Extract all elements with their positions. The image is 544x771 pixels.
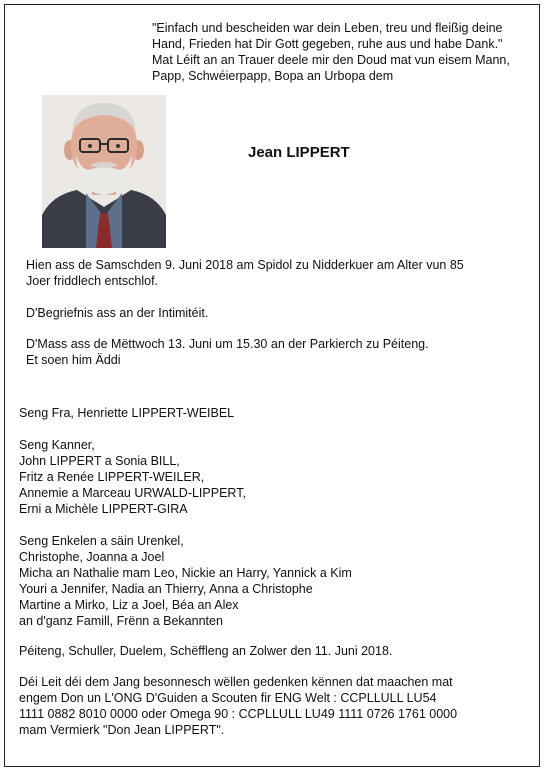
- children-line: John LIPPERT a Sonia BILL,: [19, 454, 180, 468]
- wife-paragraph: [19, 405, 529, 421]
- grandchildren-line: Seng Enkelen a säin Urenkel,: [19, 534, 184, 548]
- donation-line: Déi Leit déi dem Jang besonnesch wëllen gedenken kënnen dat maachen mat: [19, 675, 453, 689]
- donation-line: engem Don un L'ONG D'Guiden a Scouten fir ENG Welt : CCPLLULL LU54: [19, 691, 437, 705]
- funeral-line: D'Begriefnis ass an der Intimitéit.: [26, 306, 209, 320]
- grandchildren-list: [19, 533, 529, 629]
- grandchildren-line: Martine a Mirko, Liz a Joel, Béa an Alex: [19, 598, 239, 612]
- wife-line: Seng Fra, Henriette LIPPERT-WEIBEL: [19, 406, 235, 420]
- place-date-paragraph: [19, 643, 529, 659]
- portrait-photo: [42, 95, 166, 248]
- grandchildren-line: an d'ganz Famill, Frënn a Bekannten: [19, 614, 223, 628]
- quote-line: "Einfach und bescheiden war dein Leben, treu und fleißig deine: [152, 21, 503, 35]
- grandchildren-line: Youri a Jennifer, Nadia an Thierry, Anna a Christophe: [19, 582, 313, 596]
- children-line: Seng Kanner,: [19, 438, 95, 452]
- grandchildren-line: Christophe, Joanna a Joel: [19, 550, 165, 564]
- grandchildren-line: Micha an Nathalie mam Leo, Nickie an Harry, Yannick a Kim: [19, 566, 352, 580]
- donation-line: mam Vermierk "Don Jean LIPPERT".: [19, 723, 225, 737]
- children-line: Fritz a Renée LIPPERT-WEILER,: [19, 470, 205, 484]
- children-line: Erni a Michèle LIPPERT-GIRA: [19, 502, 188, 516]
- portrait-illustration: [42, 95, 166, 248]
- announcement-line: Joer friddlech entschlof.: [26, 274, 159, 288]
- mass-line: D'Mass ass de Mëttwoch 13. Juni um 15.30 an der Parkierch zu Péiteng.: [26, 337, 429, 351]
- mass-line: Et soen him Äddi: [26, 353, 121, 367]
- children-list: [19, 437, 529, 517]
- quote-line: Hand, Frieden hat Dir Gott gegeben, ruhe aus und habe Dank.": [152, 37, 503, 51]
- donation-line: 1111 0882 8010 0000 oder Omega 90 : CCPLLULL LU49 1111 0726 1761 0000: [19, 707, 458, 721]
- place-date-line: Péiteng, Schuller, Duelem, Schëffleng an Zolwer den 11. Juni 2018.: [19, 644, 393, 658]
- deceased-name: Jean LIPPERT: [248, 144, 350, 161]
- funeral-paragraph: [26, 305, 536, 321]
- quote-line: Papp, Schwéierpapp, Bopa an Urbopa dem: [152, 69, 394, 83]
- announcement-line: Hien ass de Samschden 9. Juni 2018 am Spidol zu Nidderkuer am Alter vun 85: [26, 258, 464, 272]
- donation-paragraph: [19, 674, 529, 738]
- mass-paragraph: [26, 336, 536, 368]
- quote-line: Mat Léift an an Trauer deele mir den Doud mat vun eisem Mann,: [152, 53, 510, 67]
- memorial-quote: [152, 20, 532, 84]
- announcement-paragraph: [26, 257, 536, 289]
- children-line: Annemie a Marceau URWALD-LIPPERT,: [19, 486, 246, 500]
